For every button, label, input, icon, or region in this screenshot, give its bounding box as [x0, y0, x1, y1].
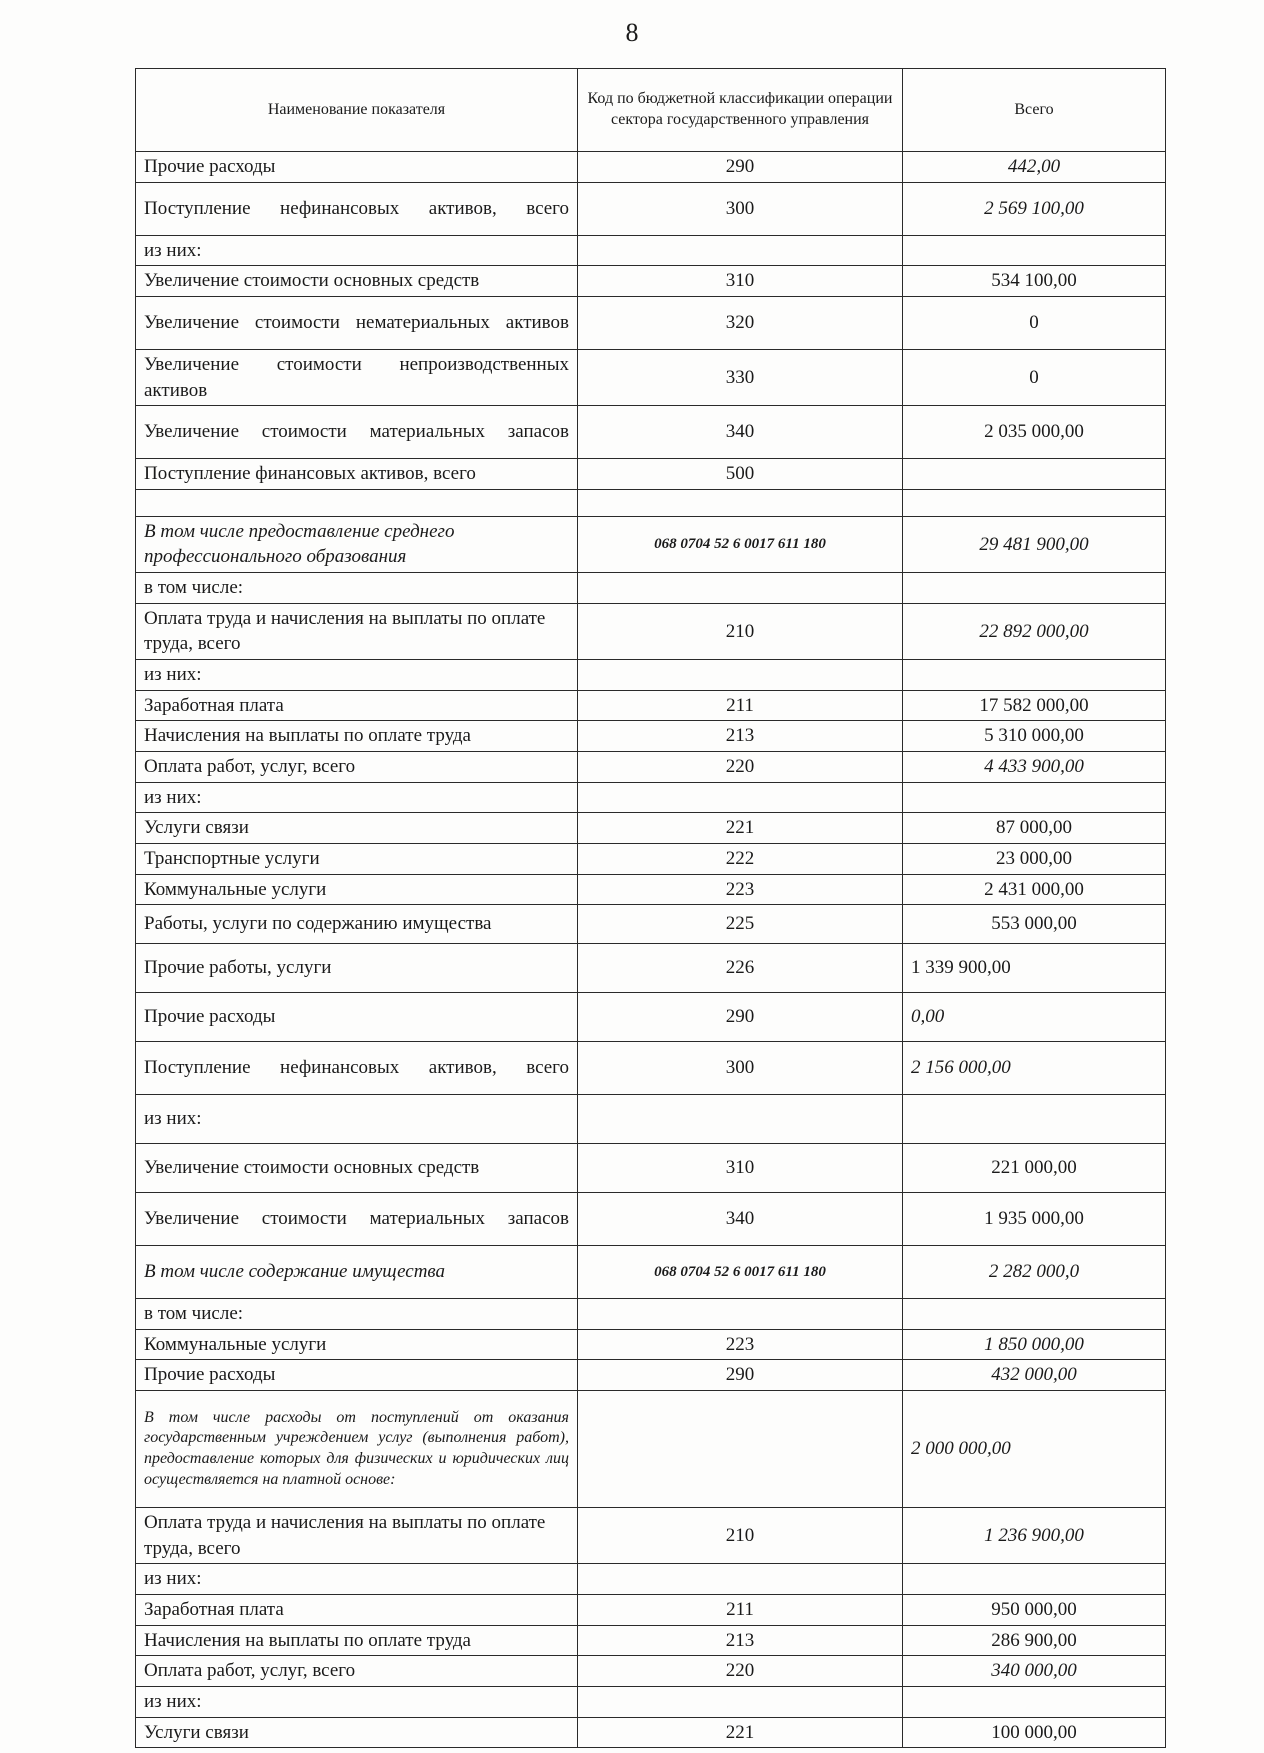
- row-total: [903, 660, 1166, 691]
- table-row: [136, 1564, 1166, 1595]
- table-row: [136, 1625, 1166, 1656]
- row-code: [578, 1299, 903, 1330]
- row-total: 2 000 000,00: [903, 1391, 1166, 1508]
- row-name: из них:: [136, 660, 578, 691]
- row-total: 1 850 000,00: [903, 1329, 1166, 1360]
- table-row: [136, 1095, 1166, 1144]
- row-name: Оплата труда и начисления на выплаты по оплате труда, всего: [136, 1508, 578, 1564]
- table-row: [136, 721, 1166, 752]
- row-name: Оплата работ, услуг, всего: [136, 1656, 578, 1687]
- row-total: [903, 573, 1166, 604]
- table-row: [136, 349, 1166, 405]
- row-code: [578, 1095, 903, 1144]
- row-name: из них:: [136, 1095, 578, 1144]
- row-total: 22 892 000,00: [903, 603, 1166, 659]
- row-name: Оплата работ, услуг, всего: [136, 751, 578, 782]
- row-code: 290: [578, 1360, 903, 1391]
- row-code: 320: [578, 296, 903, 349]
- table-row: [136, 1329, 1166, 1360]
- row-total: 340 000,00: [903, 1656, 1166, 1687]
- row-name: в том числе:: [136, 573, 578, 604]
- row-total: 0: [903, 349, 1166, 405]
- row-name: в том числе:: [136, 1299, 578, 1330]
- row-name: Оплата труда и начисления на выплаты по оплате труда, всего: [136, 603, 578, 659]
- row-code: [578, 782, 903, 813]
- table-row: [136, 813, 1166, 844]
- table-row: [136, 944, 1166, 993]
- section-row: [136, 1246, 1166, 1299]
- row-total: 17 582 000,00: [903, 690, 1166, 721]
- row-code: 310: [578, 266, 903, 297]
- table-row: [136, 843, 1166, 874]
- row-name: Увеличение стоимости основных средств: [136, 1144, 578, 1193]
- table-row: [136, 1299, 1166, 1330]
- row-code: [578, 1391, 903, 1508]
- column-header-name: Наименование показателя: [136, 69, 578, 152]
- table-row: [136, 296, 1166, 349]
- table-row: [136, 235, 1166, 266]
- row-total: 442,00: [903, 152, 1166, 183]
- row-total: 950 000,00: [903, 1595, 1166, 1626]
- row-total: [903, 1564, 1166, 1595]
- row-code: 500: [578, 459, 903, 490]
- row-code: 226: [578, 944, 903, 993]
- row-total: 534 100,00: [903, 266, 1166, 297]
- row-name: Прочие расходы: [136, 993, 578, 1042]
- table-row: [136, 152, 1166, 183]
- table-header-row: [136, 69, 1166, 152]
- row-code: 300: [578, 182, 903, 235]
- row-code: 213: [578, 1625, 903, 1656]
- row-total: 2 569 100,00: [903, 182, 1166, 235]
- section-name: В том числе содержание имущества: [136, 1246, 578, 1299]
- row-total: 23 000,00: [903, 843, 1166, 874]
- table-row: [136, 459, 1166, 490]
- column-header-total: Всего: [903, 69, 1166, 152]
- row-code: 211: [578, 1595, 903, 1626]
- row-total: [903, 489, 1166, 516]
- row-code: 310: [578, 1144, 903, 1193]
- row-name: Услуги связи: [136, 813, 578, 844]
- row-code: 213: [578, 721, 903, 752]
- row-name: Поступление нефинансовых активов, всего: [136, 1042, 578, 1095]
- row-name: Прочие расходы: [136, 1360, 578, 1391]
- row-total: [903, 1299, 1166, 1330]
- row-name: Заработная плата: [136, 690, 578, 721]
- row-code: 221: [578, 1717, 903, 1748]
- row-total: 0: [903, 296, 1166, 349]
- row-name: из них:: [136, 782, 578, 813]
- row-total: 29 481 900,00: [903, 516, 1166, 572]
- row-code: 220: [578, 751, 903, 782]
- row-name: Поступление нефинансовых активов, всего: [136, 182, 578, 235]
- row-code: 068 0704 52 6 0017 611 180: [578, 1246, 903, 1299]
- row-code: 220: [578, 1656, 903, 1687]
- row-code: 300: [578, 1042, 903, 1095]
- table-row: [136, 1686, 1166, 1717]
- row-total: 2 431 000,00: [903, 874, 1166, 905]
- row-name: Транспортные услуги: [136, 843, 578, 874]
- table-row: [136, 1193, 1166, 1246]
- row-total: 0,00: [903, 993, 1166, 1042]
- table-row: [136, 1360, 1166, 1391]
- table-row: [136, 1144, 1166, 1193]
- row-total: [903, 459, 1166, 490]
- table-row: [136, 406, 1166, 459]
- row-code: 290: [578, 993, 903, 1042]
- table-row: [136, 1595, 1166, 1626]
- table-row: [136, 603, 1166, 659]
- table-row: [136, 905, 1166, 944]
- row-name: Начисления на выплаты по оплате труда: [136, 1625, 578, 1656]
- row-name: Начисления на выплаты по оплате труда: [136, 721, 578, 752]
- row-total: 4 433 900,00: [903, 751, 1166, 782]
- row-code: [578, 489, 903, 516]
- budget-table: [135, 68, 1166, 1748]
- row-code: 068 0704 52 6 0017 611 180: [578, 516, 903, 572]
- table-row: [136, 751, 1166, 782]
- row-total: 87 000,00: [903, 813, 1166, 844]
- row-code: 210: [578, 603, 903, 659]
- table-row: [136, 1656, 1166, 1687]
- section-name: В том числе расходы от поступлений от оказания государственным учреждением услуг (выполнения работ), предоставление которых для физических и юридических лиц осуществляется на платной основе:: [136, 1391, 578, 1508]
- row-name: Прочие работы, услуги: [136, 944, 578, 993]
- row-total: 221 000,00: [903, 1144, 1166, 1193]
- row-name: Увеличение стоимости основных средств: [136, 266, 578, 297]
- row-code: 222: [578, 843, 903, 874]
- row-code: [578, 1564, 903, 1595]
- row-code: 210: [578, 1508, 903, 1564]
- row-name: Прочие расходы: [136, 152, 578, 183]
- row-code: 330: [578, 349, 903, 405]
- table-row: [136, 1717, 1166, 1748]
- row-code: [578, 1686, 903, 1717]
- row-total: 432 000,00: [903, 1360, 1166, 1391]
- row-total: 2 156 000,00: [903, 1042, 1166, 1095]
- row-code: 223: [578, 1329, 903, 1360]
- row-code: 225: [578, 905, 903, 944]
- row-name: из них:: [136, 1686, 578, 1717]
- row-total: [903, 782, 1166, 813]
- section-row: [136, 516, 1166, 572]
- table-row: [136, 573, 1166, 604]
- row-name: Коммунальные услуги: [136, 874, 578, 905]
- table-row: [136, 690, 1166, 721]
- table-row: [136, 782, 1166, 813]
- row-name: Увеличение стоимости материальных запасов: [136, 1193, 578, 1246]
- section-name: В том числе предоставление среднего профессионального образования: [136, 516, 578, 572]
- row-name: из них:: [136, 235, 578, 266]
- row-total: 1 339 900,00: [903, 944, 1166, 993]
- row-name: Коммунальные услуги: [136, 1329, 578, 1360]
- row-code: [578, 660, 903, 691]
- row-total: 2 035 000,00: [903, 406, 1166, 459]
- row-code: 211: [578, 690, 903, 721]
- column-header-code: Код по бюджетной классификации операции сектора государственного управления: [578, 69, 903, 152]
- row-total: 2 282 000,0: [903, 1246, 1166, 1299]
- table-row: [136, 266, 1166, 297]
- table-row: [136, 182, 1166, 235]
- table-row: [136, 1042, 1166, 1095]
- row-code: [578, 235, 903, 266]
- row-name: Увеличение стоимости нематериальных активов: [136, 296, 578, 349]
- table-row: [136, 489, 1166, 516]
- row-total: [903, 1095, 1166, 1144]
- row-name: Поступление финансовых активов, всего: [136, 459, 578, 490]
- table-row: [136, 993, 1166, 1042]
- table-row: [136, 660, 1166, 691]
- row-code: 290: [578, 152, 903, 183]
- row-code: 223: [578, 874, 903, 905]
- row-code: 221: [578, 813, 903, 844]
- row-total: 100 000,00: [903, 1717, 1166, 1748]
- table-row: [136, 1508, 1166, 1564]
- row-total: [903, 235, 1166, 266]
- row-total: 1 236 900,00: [903, 1508, 1166, 1564]
- row-total: 1 935 000,00: [903, 1193, 1166, 1246]
- row-name: Увеличение стоимости материальных запасов: [136, 406, 578, 459]
- row-total: [903, 1686, 1166, 1717]
- row-name: из них:: [136, 1564, 578, 1595]
- row-total: 286 900,00: [903, 1625, 1166, 1656]
- page-number: 8: [625, 18, 639, 47]
- row-code: [578, 573, 903, 604]
- section-row: [136, 1391, 1166, 1508]
- row-code: 340: [578, 406, 903, 459]
- row-total: 553 000,00: [903, 905, 1166, 944]
- row-code: 340: [578, 1193, 903, 1246]
- row-name: [136, 489, 578, 516]
- row-name: Работы, услуги по содержанию имущества: [136, 905, 578, 944]
- row-name: Увеличение стоимости непроизводственных активов: [136, 349, 578, 405]
- row-total: 5 310 000,00: [903, 721, 1166, 752]
- row-name: Заработная плата: [136, 1595, 578, 1626]
- row-name: Услуги связи: [136, 1717, 578, 1748]
- table-row: [136, 874, 1166, 905]
